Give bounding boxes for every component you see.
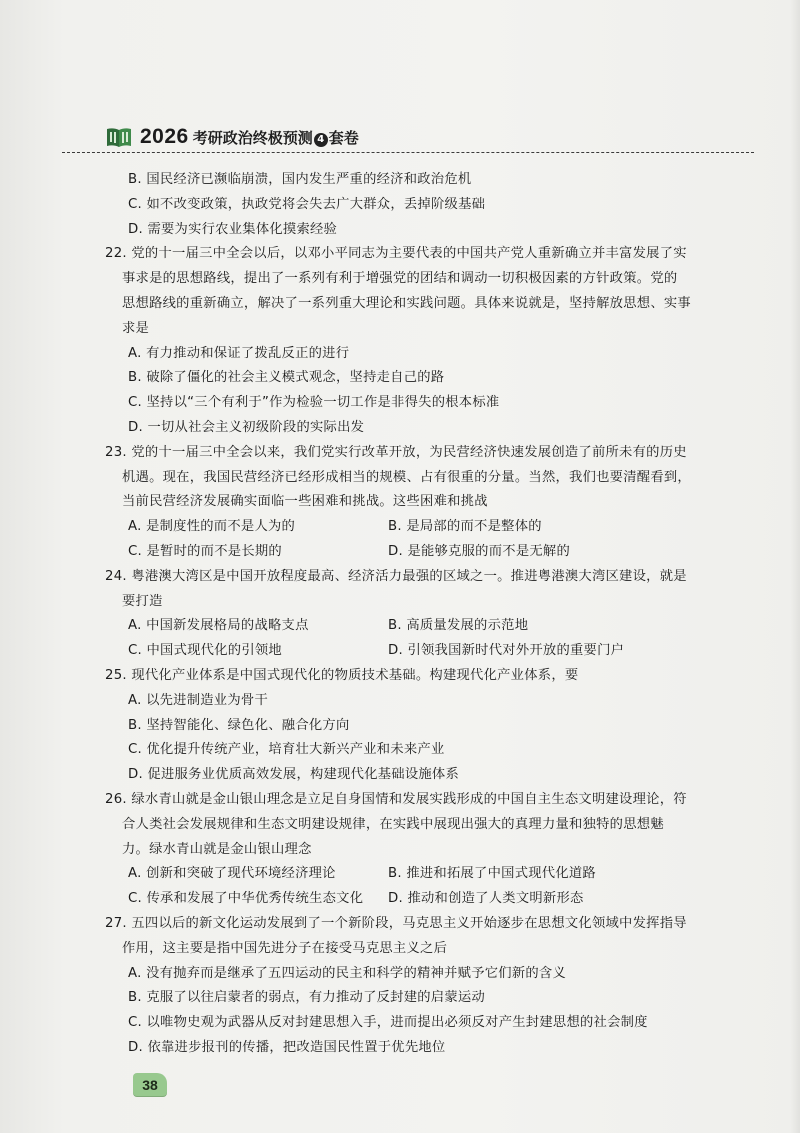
header-title-a: 考研政治终极预测 (192, 128, 313, 147)
question-22-stem-line: 事求是的思想路线，提出了一系列有利于增强党的团结和调动一切积极因素的方针政策。党的 (122, 271, 678, 287)
question-26-stem-line: 26. 绿水青山就是金山银山理念是立足自身国情和发展实践形成的中国自主生态文明建设理论，符 (105, 791, 687, 807)
option-22-a: A. 有力推动和保证了拨乱反正的进行 (128, 345, 350, 361)
question-26-stem-line: 合人类社会发展规律和生态文明建设规律，在实践中展现出强大的真理力量和独特的思想魅 (122, 816, 664, 832)
option-23-c: C. 是暂时的而不是长期的 (128, 543, 282, 559)
question-27-stem-line: 27. 五四以后的新文化运动发展到了一个新阶段，马克思主义开始逐步在思想文化领域中发挥指导 (105, 915, 687, 931)
option-25-d: D. 促进服务业优质高效发展，构建现代化基础设施体系 (128, 767, 460, 783)
question-26 (105, 788, 736, 912)
question-22 (105, 242, 736, 440)
option-22-b: B. 破除了僵化的社会主义模式观念，坚持走自己的路 (128, 370, 445, 386)
option-26-c: C. 传承和发展了中华优秀传统生态文化 (128, 891, 364, 907)
option-row (128, 540, 736, 565)
question-list (105, 168, 736, 1061)
header-circled-number: 4 (314, 133, 328, 147)
question-24 (105, 565, 736, 664)
option-27-b: B. 克服了以往启蒙者的弱点，有力推动了反封建的启蒙运动 (128, 990, 485, 1006)
option-27-a: A. 没有抛弃而是继承了五四运动的民主和科学的精神并赋予它们新的含义 (128, 965, 567, 981)
option-25-a: A. 以先进制造业为骨干 (128, 692, 268, 708)
option-23-a: A. 是制度性的而不是人为的 (128, 519, 296, 535)
option-26-d: D. 推动和创造了人类文明新形态 (388, 891, 584, 907)
page-edge-shade (790, 0, 800, 1133)
option-24-a: A. 中国新发展格局的战略支点 (128, 618, 309, 634)
question-25 (105, 664, 736, 788)
option-row (128, 639, 736, 664)
question-23 (105, 441, 736, 565)
option-row (128, 887, 736, 912)
option-row (128, 614, 736, 639)
question-27-stem-line: 作用，这主要是指中国先进分子在接受马克思主义之后 (122, 940, 448, 956)
header-title-b: 套卷 (328, 128, 359, 147)
option-25-b: B. 坚持智能化、绿色化、融合化方向 (128, 717, 350, 733)
option-22-c: C. 坚持以“三个有利于”作为检验一切工作是非得失的根本标准 (128, 395, 500, 411)
question-27 (105, 912, 736, 1061)
option-24-b: B. 高质量发展的示范地 (388, 618, 529, 634)
option-25-c: C. 优化提升传统产业，培育壮大新兴产业和未来产业 (128, 742, 445, 758)
question-23-stem-line: 机遇。现在，我国民营经济已经形成相当的规模、占有很重的分量。当然，我们也要清醒看到， (122, 469, 691, 485)
question-22-stem-line: 22. 党的十一届三中全会以后，以邓小平同志为主要代表的中国共产党人重新确立并丰富发展了实 (105, 246, 687, 262)
option-21-b: B. 国民经济已濒临崩溃，国内发生严重的经济和政治危机 (128, 172, 472, 187)
option-21-c: C. 如不改变政策，执政党将会失去广大群众，丢掉阶级基础 (128, 196, 486, 212)
option-24-d: D. 引领我国新时代对外开放的重要门户 (388, 643, 625, 659)
option-row (128, 515, 736, 540)
question-24-stem-line: 要打造 (122, 593, 163, 609)
option-22-d: D. 一切从社会主义初级阶段的实际出发 (128, 419, 365, 435)
option-row (128, 862, 736, 887)
header-divider (62, 152, 754, 153)
question-24-stem-line: 24. 粤港澳大湾区是中国开放程度最高、经济活力最强的区域之一。推进粤港澳大湾区建设，就是 (105, 568, 687, 584)
book-icon (106, 126, 132, 148)
question-23-stem-line: 23. 党的十一届三中全会以来，我们党实行改革开放，为民营经济快速发展创造了前所未有的历史 (105, 444, 687, 460)
option-26-a: A. 创新和突破了现代环境经济理论 (128, 866, 336, 882)
question-23-stem-line: 当前民营经济发展确实面临一些困难和挑战。这些困难和挑战 (122, 494, 488, 510)
header-year: 2026 (140, 125, 189, 148)
option-27-c: C. 以唯物史观为武器从反对封建思想入手，进而提出必须反对产生封建思想的社会制度 (128, 1015, 648, 1031)
option-26-b: B. 推进和拓展了中国式现代化道路 (388, 866, 596, 882)
page-number-badge: 38 (133, 1073, 167, 1097)
option-24-c: C. 中国式现代化的引领地 (128, 643, 282, 659)
question-21-options (128, 168, 736, 242)
page-header (106, 122, 359, 152)
question-26-stem-line: 力。绿水青山就是金山银山理念 (122, 841, 312, 857)
option-27-d: D. 依靠进步报刊的传播，把改造国民性置于优先地位 (128, 1039, 446, 1055)
option-23-b: B. 是局部的而不是整体的 (388, 519, 542, 535)
option-21-d: D. 需要为实行农业集体化摸索经验 (128, 221, 338, 237)
question-22-stem-line: 求是 (122, 320, 150, 336)
question-22-stem-line: 思想路线的重新确立，解决了一系列重大理论和实践问题。具体来说就是，坚持解放思想、实事 (122, 295, 691, 311)
header-title (193, 127, 359, 148)
question-25-stem-line: 25. 现代化产业体系是中国式现代化的物质技术基础。构建现代化产业体系，要 (105, 667, 579, 683)
option-23-d: D. 是能够克服的而不是无解的 (388, 543, 571, 559)
